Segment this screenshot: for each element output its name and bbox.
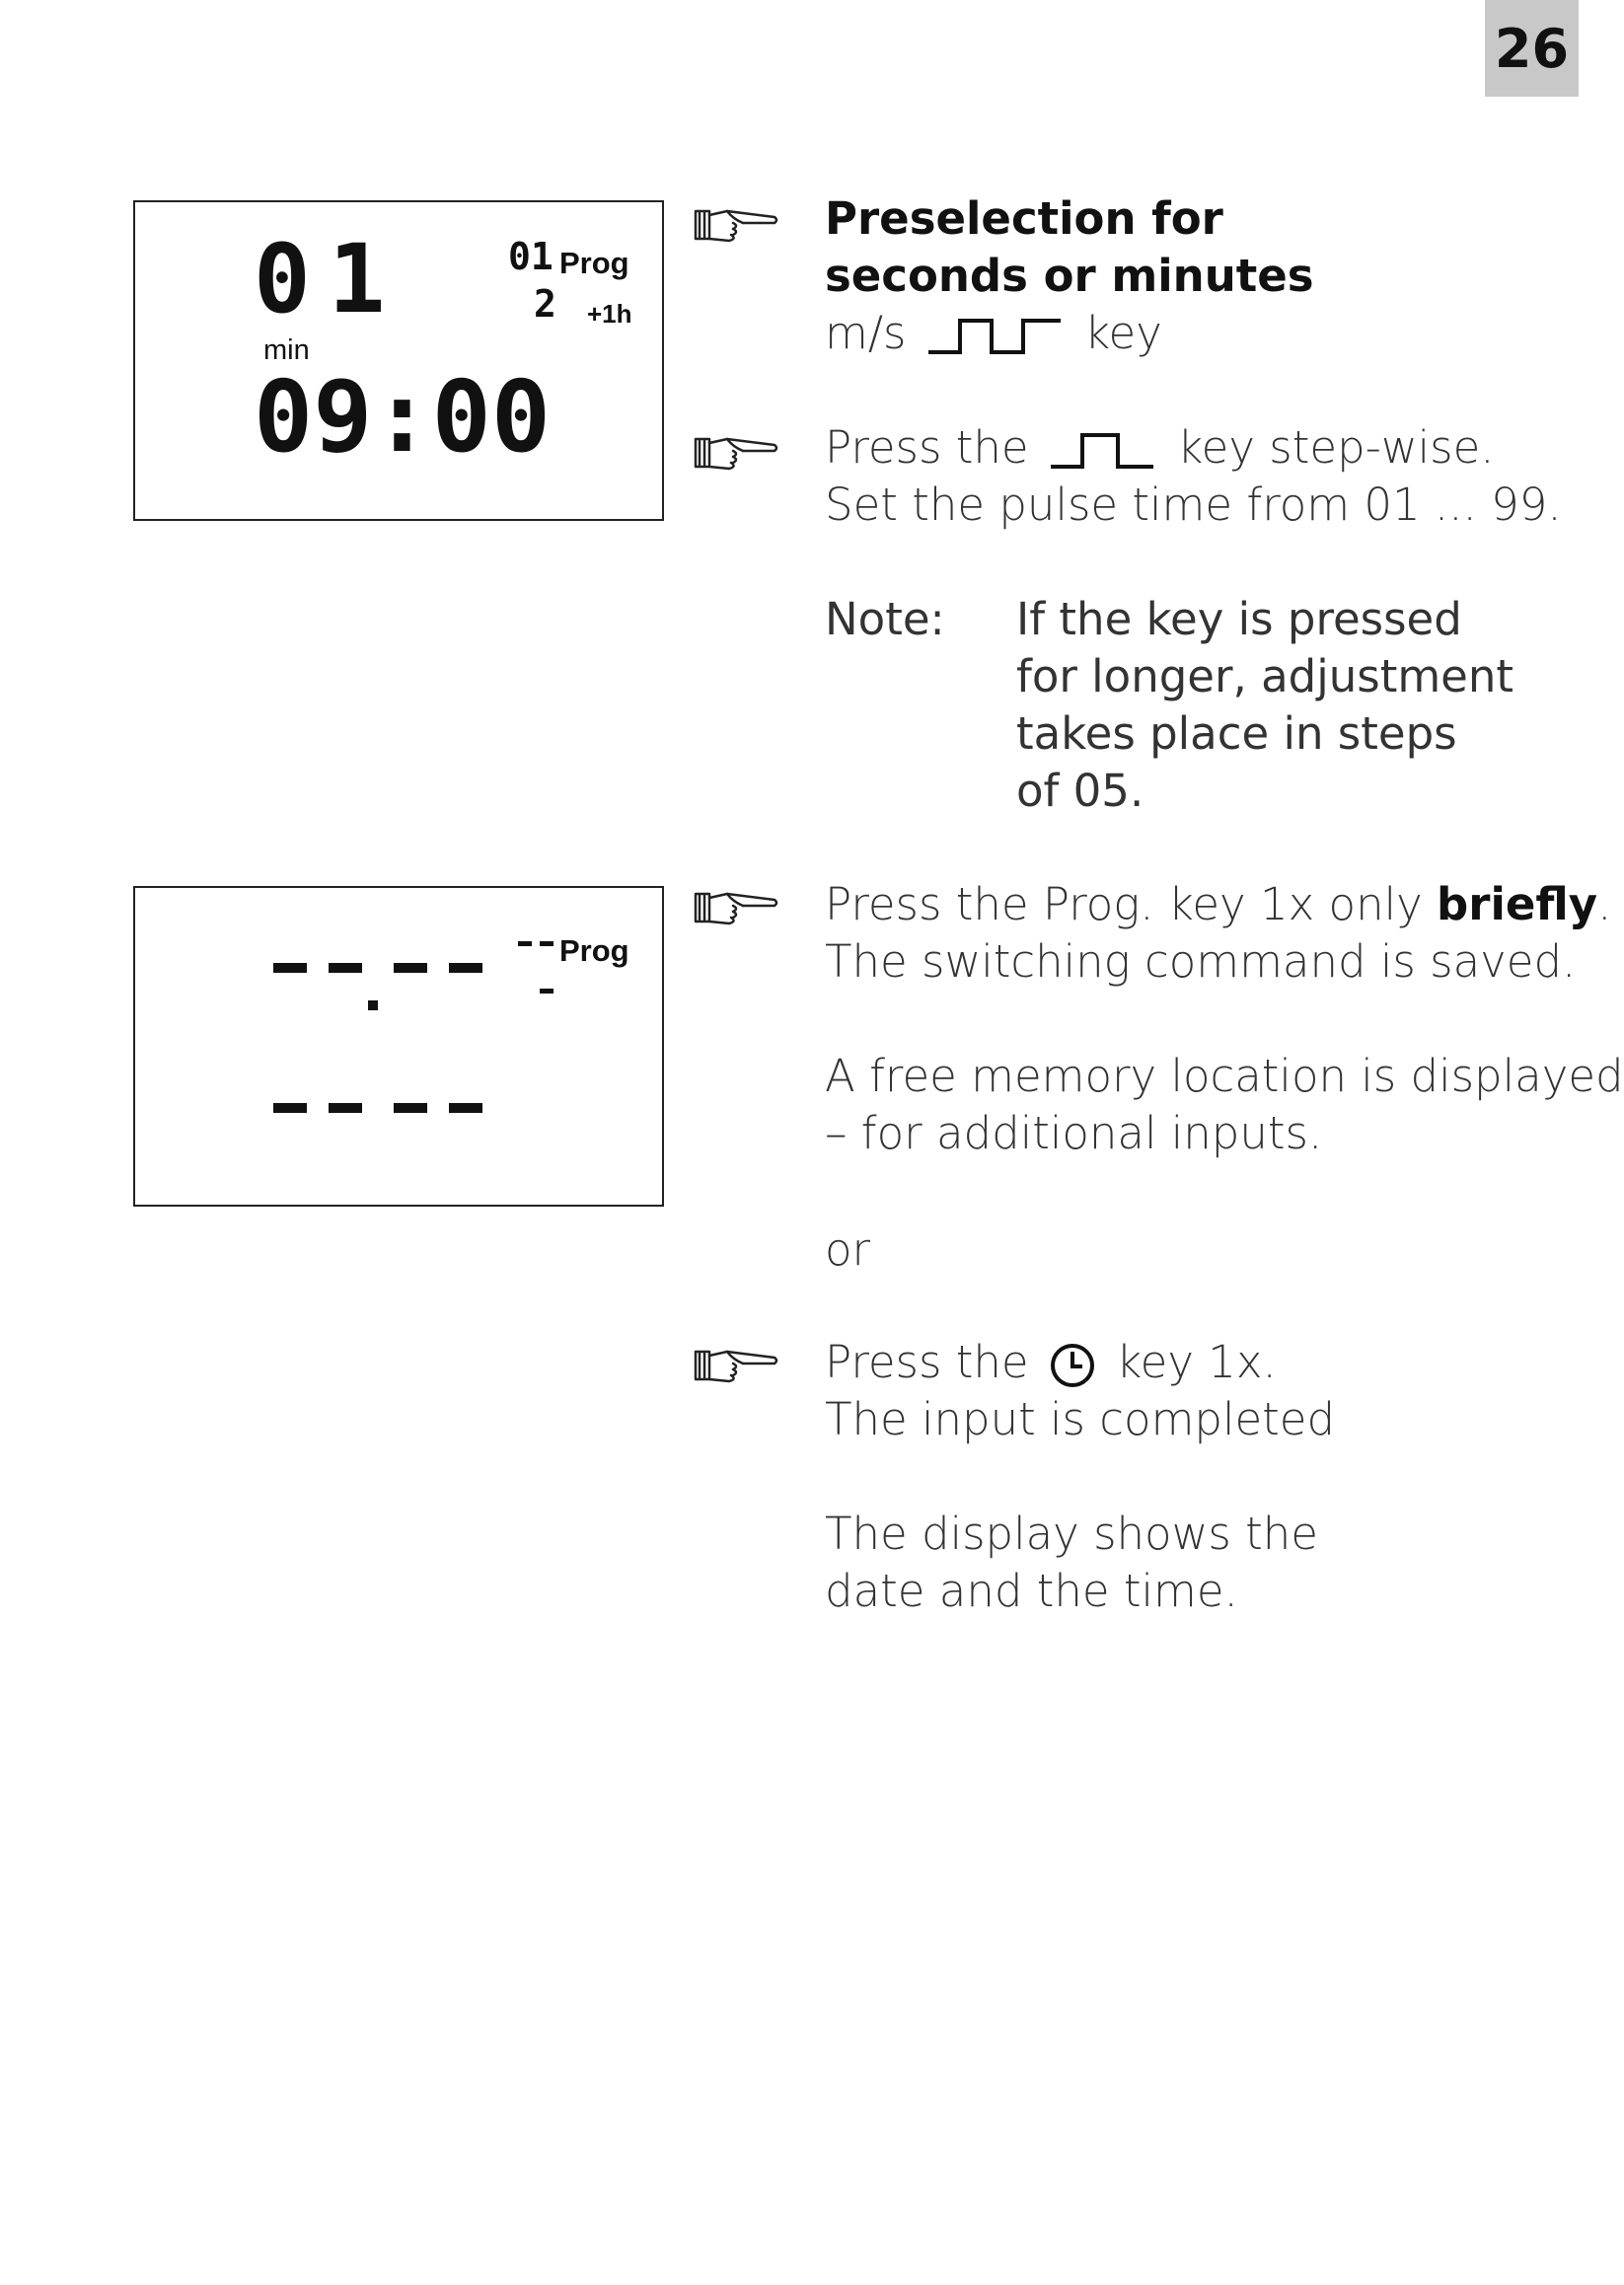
lcd-prog-label: Prog [559, 246, 629, 280]
pointing-hand-icon [694, 1344, 780, 1387]
step1-heading-line2: seconds or minutes [825, 250, 1314, 302]
note-label: Note: [825, 593, 945, 645]
lcd-display-empty [133, 886, 664, 1207]
final-line2: date and the time. [825, 1565, 1238, 1617]
step2-line1 [825, 419, 1495, 477]
free-memory-line2: – for additional inputs. [825, 1107, 1323, 1159]
step4-line1-suffix: key 1x. [1116, 1336, 1277, 1388]
step3-line1 [825, 876, 1611, 933]
pulse-wave-icon [1049, 431, 1157, 471]
step1-key-line [825, 305, 1162, 362]
pointing-hand-icon [694, 886, 780, 929]
step2-line2: Set the pulse time from 01 ... 99. [825, 479, 1562, 531]
note-line: for longer, adjustment [1016, 650, 1514, 702]
page-number: 26 [1485, 0, 1579, 97]
or-text: or [825, 1223, 871, 1276]
step1-key-suffix: key [1084, 307, 1162, 359]
step4-line1 [825, 1334, 1277, 1391]
step3-line1-bold: briefly [1437, 878, 1598, 930]
step2-line1-prefix: Press the [825, 421, 1029, 474]
note-line: of 05. [1016, 765, 1144, 817]
step1-heading-line1: Preselection for [825, 192, 1223, 245]
pulse-wave-icon [926, 317, 1065, 356]
step3-line1-end: . [1597, 878, 1612, 930]
step1-key-prefix: m/s [825, 307, 907, 359]
lcd-program-big: 01 [254, 224, 404, 334]
step3-line1-prefix: Press the Prog. key 1x only [825, 878, 1423, 930]
step2-line1-suffix: key step-wise. [1177, 421, 1495, 474]
free-memory-line1: A free memory location is displayed [825, 1050, 1624, 1102]
lcd-display-program [133, 200, 664, 521]
step3-line2: The switching command is saved. [825, 935, 1577, 988]
note-line: takes place in steps [1016, 707, 1457, 760]
clock-icon [1049, 1342, 1096, 1389]
lcd-weekday: 2 [534, 282, 556, 326]
step4-line1-prefix: Press the [825, 1336, 1029, 1388]
final-line1: The display shows the [825, 1508, 1318, 1560]
pointing-hand-icon [694, 431, 780, 475]
pointing-hand-icon [694, 203, 780, 247]
lcd-prog-label: Prog [559, 933, 629, 968]
step4-line2: The input is completed [825, 1393, 1336, 1445]
lcd-unit-label: min [263, 334, 310, 366]
lcd-dst-label: +1h [587, 299, 632, 329]
lcd-program-small: 01 [508, 235, 554, 278]
note-line: If the key is pressed [1016, 593, 1462, 645]
lcd-time: 09:00 [254, 359, 552, 475]
